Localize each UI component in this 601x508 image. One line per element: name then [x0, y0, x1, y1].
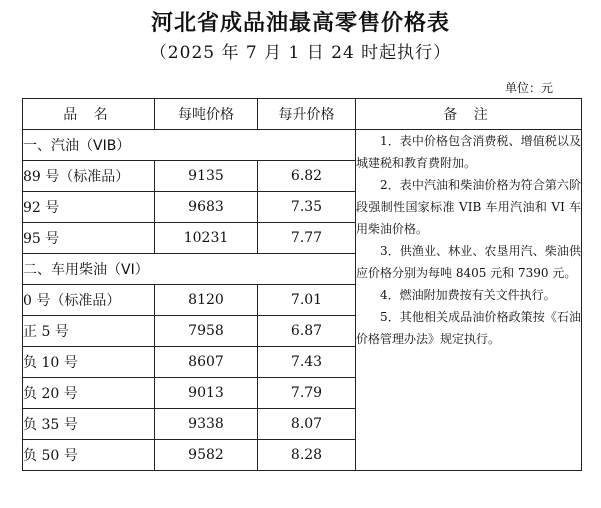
header-price-per-ton: 每吨价格	[155, 99, 258, 130]
price-per-ton: 8607	[155, 347, 258, 378]
note-4: 4．燃油附加费按有关文件执行。	[380, 288, 556, 302]
price-per-ton: 9338	[155, 409, 258, 440]
price-per-liter: 7.43	[258, 347, 356, 378]
price-per-ton: 9013	[155, 378, 258, 409]
price-per-liter: 7.79	[258, 378, 356, 409]
effective-date-subtitle: （2025 年 7 月 1 日 24 时起执行）	[149, 43, 452, 63]
product-name: 负 50 号	[23, 440, 155, 471]
unit-label: 单位：元	[505, 81, 554, 95]
note-5: 5．其他相关成品油价格政策按《石油价格管理办法》规定执行。	[356, 310, 581, 346]
header-product-name: 品 名	[23, 99, 155, 130]
price-per-liter: 7.01	[258, 285, 356, 316]
header-remarks: 备 注	[356, 99, 582, 130]
price-per-ton: 8120	[155, 285, 258, 316]
note-1: 1．表中价格包含消费税、增值税以及城建税和教育费附加。	[356, 134, 581, 170]
section-label-gasoline: 一、汽油（VIB）	[23, 130, 356, 161]
price-per-liter: 6.87	[258, 316, 356, 347]
product-name: 0 号（标准品）	[23, 285, 155, 316]
product-name: 正 5 号	[23, 316, 155, 347]
page-title: 河北省成品油最高零售价格表	[150, 11, 450, 36]
price-table	[22, 98, 582, 471]
price-per-liter: 8.28	[258, 440, 356, 471]
price-per-ton: 9683	[155, 192, 258, 223]
section-row-gasoline	[23, 130, 582, 161]
product-name: 负 20 号	[23, 378, 155, 409]
product-name: 92 号	[23, 192, 155, 223]
header-price-per-liter: 每升价格	[258, 99, 356, 130]
price-per-ton: 9582	[155, 440, 258, 471]
price-per-liter: 7.77	[258, 223, 356, 254]
note-3: 3．供渔业、林业、农垦用汽、柴油供应价格分别为每吨 8405 元和 7390 元。	[356, 244, 581, 280]
price-per-liter: 7.35	[258, 192, 356, 223]
product-name: 95 号	[23, 223, 155, 254]
section-label-diesel: 二、车用柴油（VI）	[23, 254, 356, 285]
product-name: 负 10 号	[23, 347, 155, 378]
price-per-liter: 8.07	[258, 409, 356, 440]
price-per-ton: 7958	[155, 316, 258, 347]
price-per-liter: 6.82	[258, 161, 356, 192]
product-name: 89 号（标准品）	[23, 161, 155, 192]
remarks-cell	[356, 130, 582, 471]
price-per-ton: 9135	[155, 161, 258, 192]
price-per-ton: 10231	[155, 223, 258, 254]
table-header-row	[23, 99, 582, 130]
note-2: 2．表中汽油和柴油价格为符合第六阶段强制性国家标准 VIB 车用汽油和 VI 车用柴油价格。	[356, 178, 581, 236]
product-name: 负 35 号	[23, 409, 155, 440]
